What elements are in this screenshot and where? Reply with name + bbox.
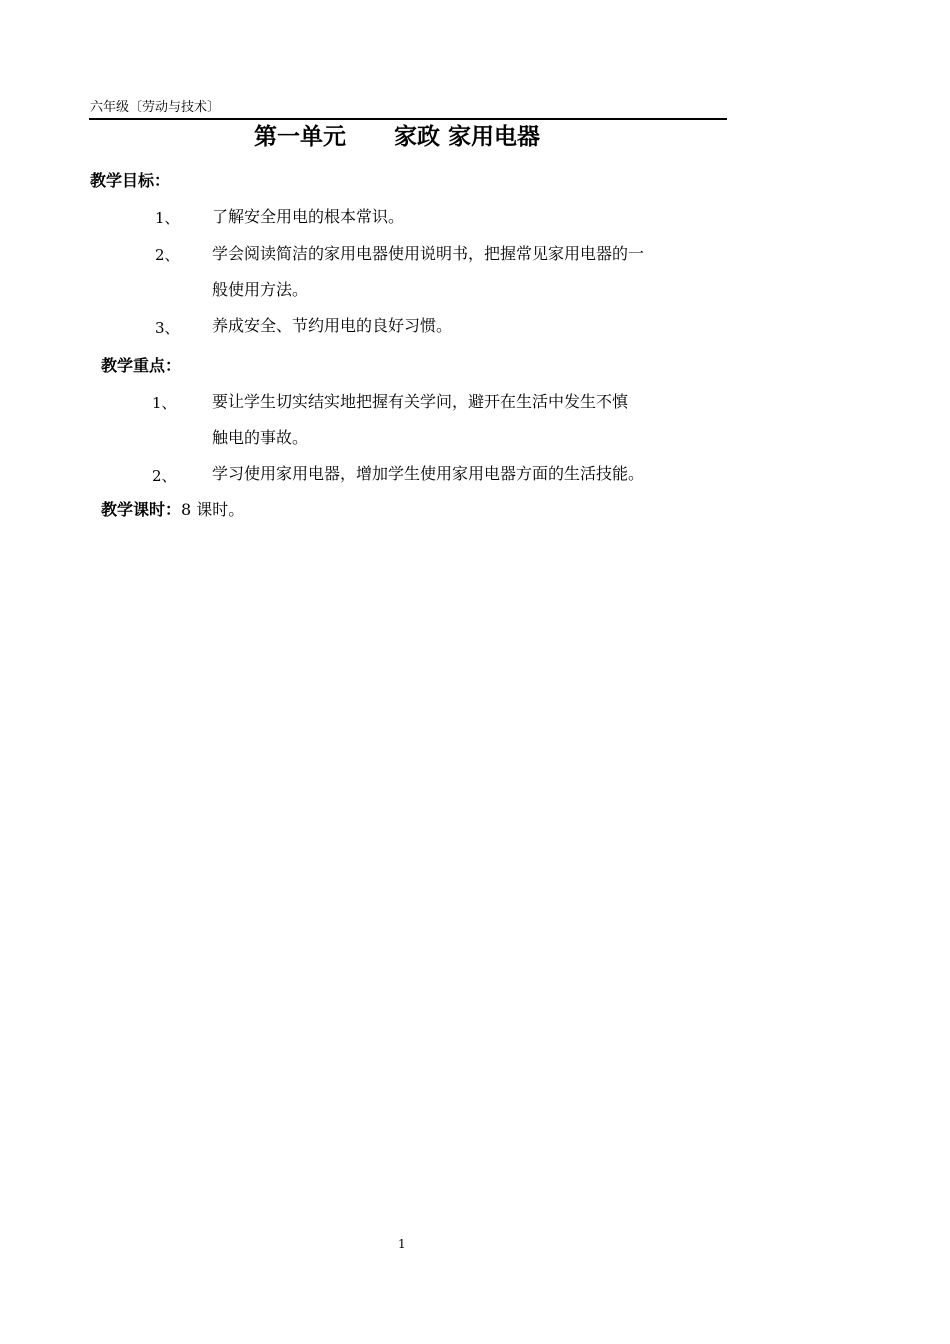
page-number: 1 — [398, 1237, 406, 1251]
running-header: 六年级〔劳动与技术〕 — [90, 100, 221, 115]
class-hours-value: 8 课时。 — [181, 500, 245, 519]
header-rule — [89, 118, 727, 120]
key-point-1-line-1: 要让学生切实结实地把握有关学问，避开在生活中发生不慎 — [212, 392, 629, 411]
objective-1-number: 1、 — [155, 209, 180, 227]
objective-3-line-1: 养成安全、节约用电的良好习惯。 — [212, 316, 453, 335]
document-title: 第一单元 家政 家用电器 — [254, 124, 541, 150]
objective-3-number: 3、 — [155, 319, 180, 337]
key-point-1-line-2: 触电的事故。 — [212, 428, 309, 447]
objective-2-number: 2、 — [155, 246, 180, 264]
key-point-2-number: 2、 — [152, 467, 177, 485]
class-hours-line — [101, 500, 244, 520]
objective-1-line-1: 了解安全用电的根本常识。 — [212, 207, 405, 226]
key-point-2-text — [212, 456, 732, 492]
objectives-heading: 教学目标： — [90, 171, 171, 190]
key-point-1-text — [212, 384, 732, 456]
objective-2-text — [212, 236, 732, 308]
objective-2-line-2: 般使用方法。 — [212, 280, 309, 299]
key-point-1-number: 1、 — [152, 394, 177, 412]
objective-1-text — [212, 199, 732, 235]
class-hours-heading: 教学课时： — [101, 500, 182, 519]
key-point-2-line-1: 学习使用家用电器，增加学生使用家用电器方面的生活技能。 — [212, 464, 645, 483]
objective-3-text — [212, 308, 732, 344]
objective-2-line-1: 学会阅读简洁的家用电器使用说明书，把握常见家用电器的一 — [212, 244, 645, 263]
key-points-heading: 教学重点： — [101, 356, 182, 375]
